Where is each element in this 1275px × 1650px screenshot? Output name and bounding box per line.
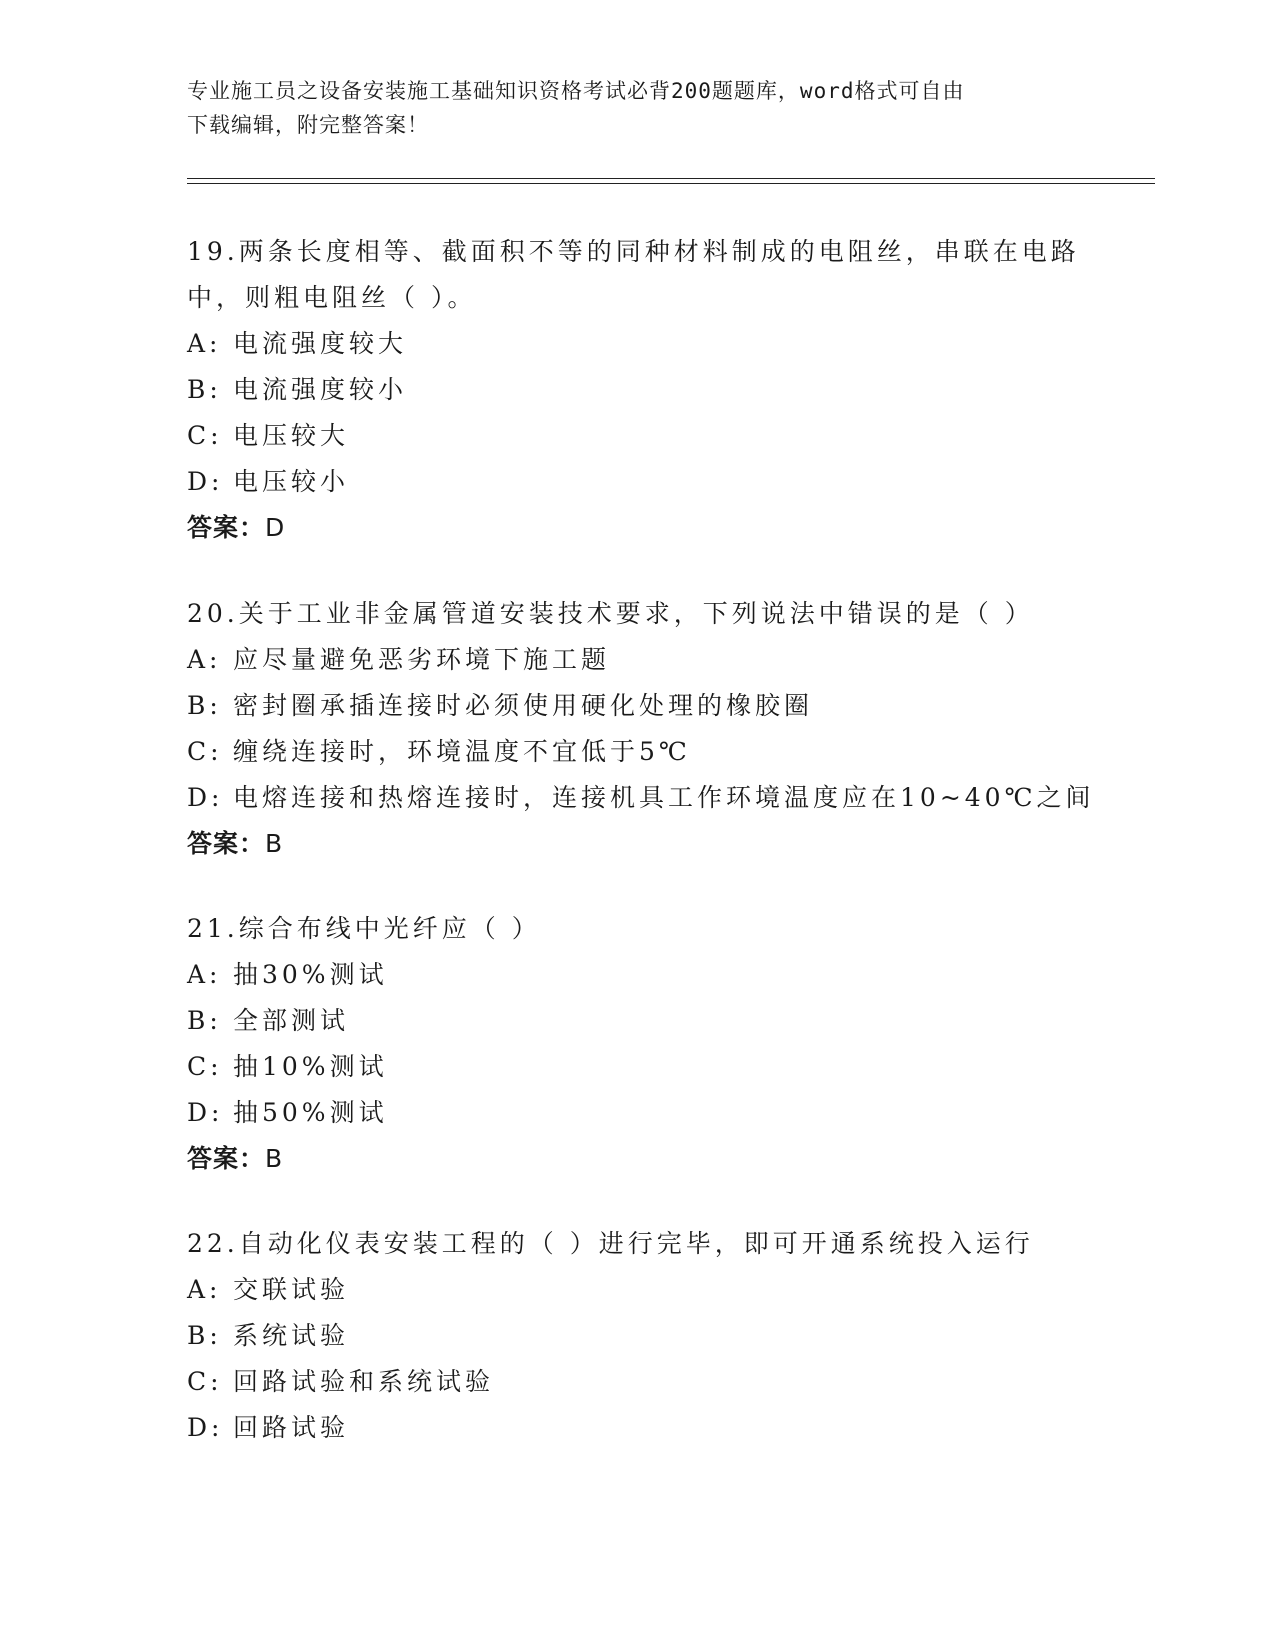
option-letter: D: [187, 783, 224, 812]
option-a [187, 1267, 1087, 1313]
option-text: 抽50%测试 [233, 1098, 388, 1127]
option-letter: A: [187, 329, 222, 358]
header-divider-bottom [187, 183, 1155, 184]
option-text: 全部测试 [233, 1006, 350, 1035]
question-21 [187, 906, 1087, 1182]
header-divider-top [187, 178, 1155, 179]
question-stem-continued: 中，则粗电阻丝（ ）。 [187, 283, 477, 312]
answer-line [187, 1136, 1087, 1182]
option-text: 回路试验和系统试验 [233, 1367, 495, 1396]
option-letter: B: [187, 375, 222, 404]
option-text: 电压较大 [233, 421, 350, 450]
option-letter: B: [187, 691, 222, 720]
option-letter: A: [187, 960, 222, 989]
option-c [187, 1044, 1087, 1090]
option-c [187, 729, 1087, 775]
question-stem: 19.两条长度相等、截面积不等的同种材料制成的电阻丝，串联在电路 [187, 237, 1080, 266]
option-text: 电压较小 [233, 467, 350, 496]
answer-line [187, 505, 1087, 551]
answer-label: 答案： [187, 1144, 266, 1173]
answer-value: B [265, 1144, 284, 1173]
option-b [187, 683, 1087, 729]
option-letter: D: [187, 1413, 224, 1442]
option-letter: B: [187, 1321, 222, 1350]
option-letter: D: [187, 467, 224, 496]
answer-value: B [265, 829, 284, 858]
option-text: 电熔连接和热熔连接时，连接机具工作环境温度应在10~40℃之间 [233, 783, 1095, 812]
option-c [187, 413, 1087, 459]
question-22 [187, 1221, 1087, 1451]
option-text: 系统试验 [233, 1321, 350, 1350]
option-d [187, 459, 1087, 505]
option-letter: C: [187, 737, 223, 766]
option-text: 交联试验 [233, 1275, 350, 1304]
option-text: 抽10%测试 [233, 1052, 388, 1081]
answer-label: 答案： [187, 829, 266, 858]
option-letter: A: [187, 1275, 222, 1304]
document-header [187, 74, 1087, 142]
option-a [187, 637, 1087, 683]
option-text: 缠绕连接时，环境温度不宜低于5℃ [233, 737, 691, 766]
option-text: 电流强度较大 [233, 329, 408, 358]
answer-line [187, 821, 1087, 867]
option-c [187, 1359, 1087, 1405]
option-text: 电流强度较小 [233, 375, 408, 404]
header-line-2: 下载编辑，附完整答案！ [187, 113, 429, 137]
question-20 [187, 591, 1095, 867]
option-b [187, 1313, 1087, 1359]
option-text: 抽30%测试 [233, 960, 388, 989]
header-line-1: 专业施工员之设备安装施工基础知识资格考试必背200题题库，word格式可自由 [187, 79, 965, 103]
question-stem: 22.自动化仪表安装工程的（ ）进行完毕，即可开通系统投入运行 [187, 1229, 1034, 1258]
option-b [187, 998, 1087, 1044]
option-letter: C: [187, 421, 223, 450]
option-d [187, 1090, 1087, 1136]
option-text: 密封圈承插连接时必须使用硬化处理的橡胶圈 [233, 691, 814, 720]
option-a [187, 952, 1087, 998]
option-letter: D: [187, 1098, 224, 1127]
option-letter: A: [187, 645, 222, 674]
option-letter: B: [187, 1006, 222, 1035]
option-letter: C: [187, 1052, 223, 1081]
option-text: 应尽量避免恶劣环境下施工题 [233, 645, 611, 674]
option-text: 回路试验 [233, 1413, 350, 1442]
option-d [187, 775, 1095, 821]
question-stem: 21.综合布线中光纤应（ ） [187, 914, 541, 943]
answer-value: D [265, 513, 286, 542]
option-a [187, 321, 1087, 367]
question-stem: 20.关于工业非金属管道安装技术要求，下列说法中错误的是（ ） [187, 599, 1034, 628]
option-d [187, 1405, 1087, 1451]
question-19 [187, 229, 1087, 551]
option-letter: C: [187, 1367, 223, 1396]
option-b [187, 367, 1087, 413]
answer-label: 答案： [187, 513, 266, 542]
